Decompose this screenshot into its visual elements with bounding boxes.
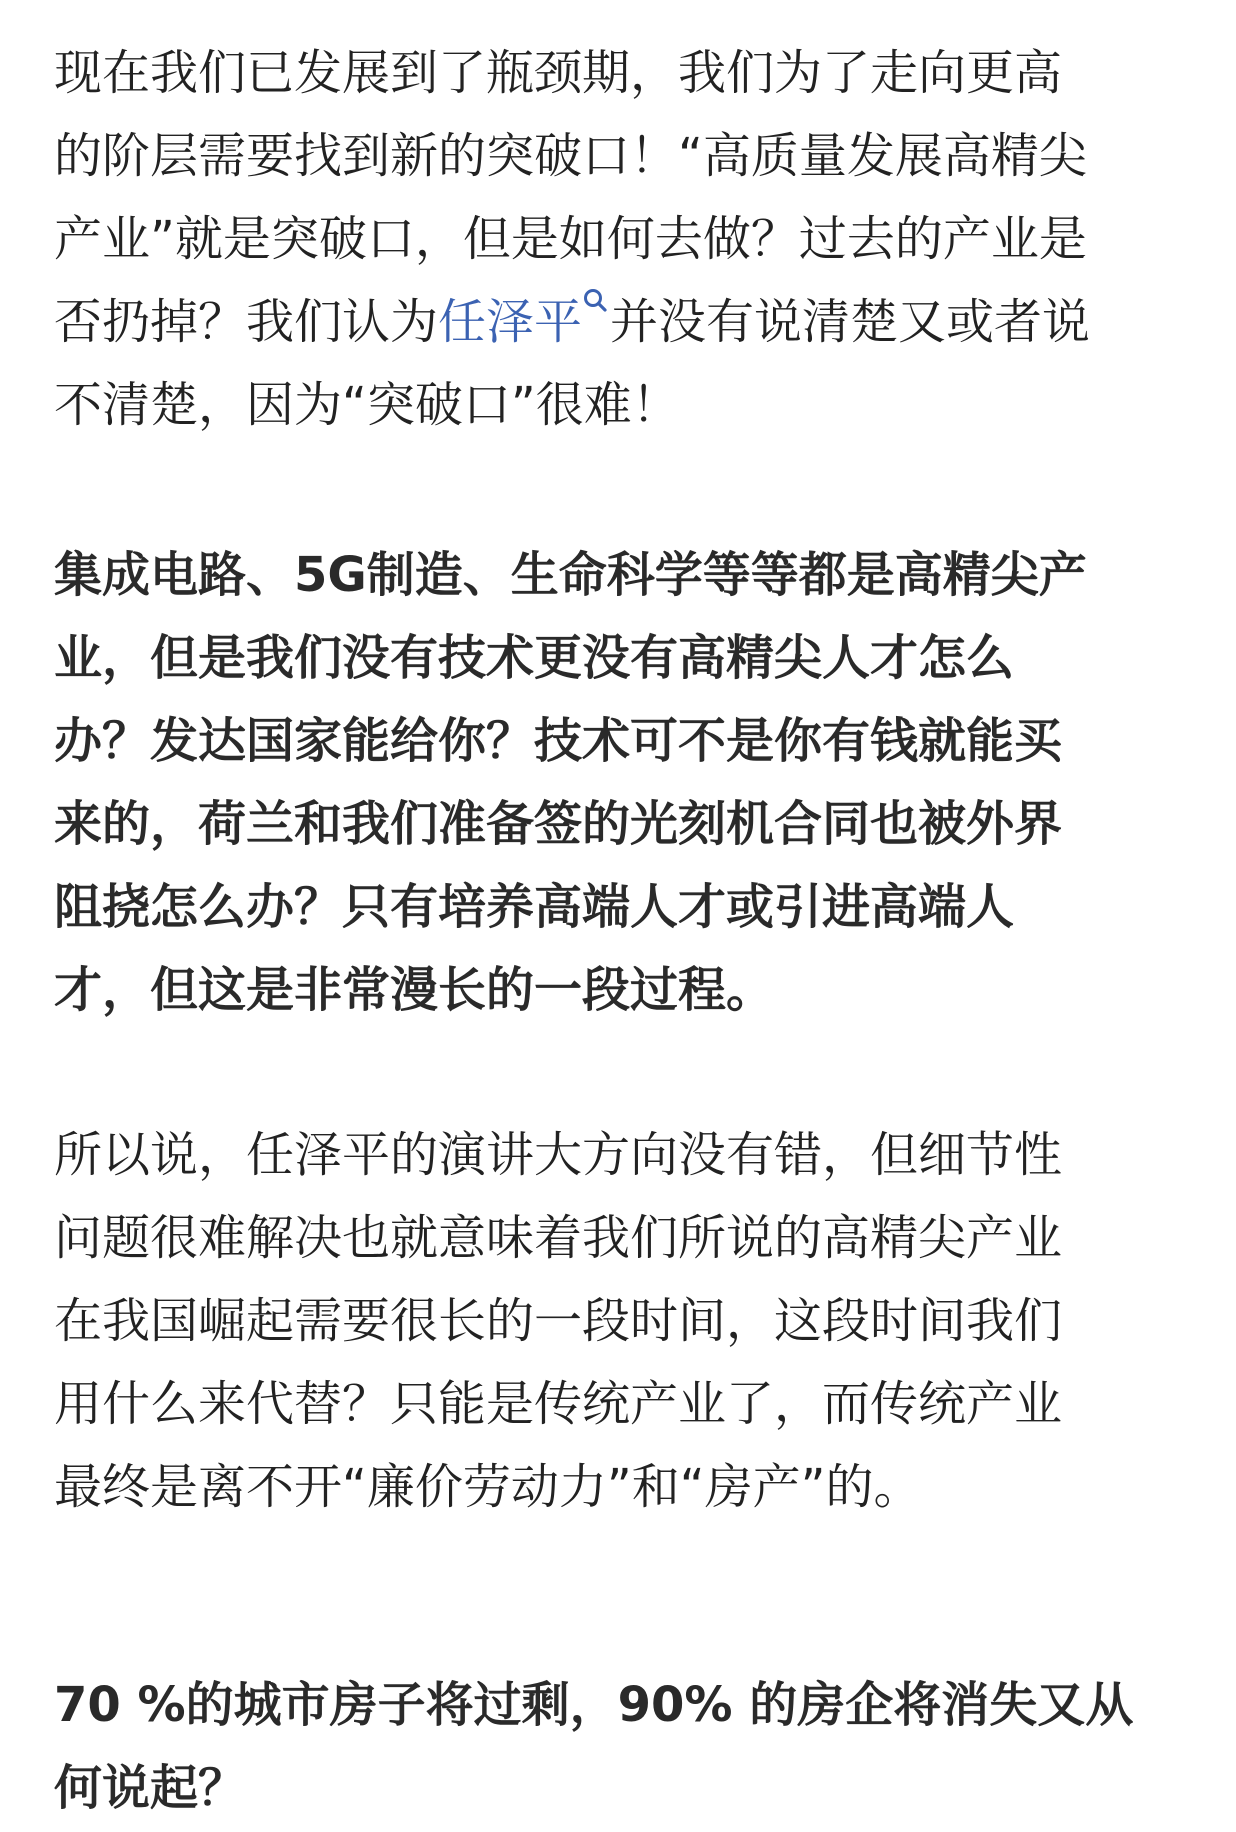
paragraph-line: 的阶层需要找到新的突破口！“高质量发展高精尖 <box>54 128 1087 184</box>
paragraph-line: 何说起？ <box>54 1760 247 1816</box>
paragraph-4-heading <box>54 1664 1204 1830</box>
paragraph-line: 不清楚，因为“突破口”很难！ <box>54 377 680 433</box>
search-icon <box>582 287 608 317</box>
paragraph-line: 最终是离不开“廉价劳动力”和“房产”的。 <box>54 1459 922 1515</box>
line-text: 并没有说清楚又或者说 <box>610 294 1091 350</box>
paragraph-3 <box>54 1114 1204 1529</box>
paragraph-line: 业，但是我们没有技术更没有高精尖人才怎么 <box>54 630 1015 686</box>
paragraph-2-bold <box>54 534 1204 1032</box>
paragraph-line: 用什么来代替？只能是传统产业了，而传统产业 <box>54 1376 1063 1432</box>
line-text: 否扔掉？我们认为 <box>54 294 439 350</box>
paragraph-line: 来的，荷兰和我们准备签的光刻机合同也被外界 <box>54 796 1063 852</box>
paragraph-1 <box>54 32 1204 447</box>
keyword-link-ren-zeping[interactable] <box>438 294 610 350</box>
paragraph-line: 才，但这是非常漫长的一段过程。 <box>54 962 775 1018</box>
paragraph-line-with-link <box>54 281 1204 364</box>
paragraph-line: 70 %的城市房子将过剩，90% 的房企将消失又从 <box>54 1677 1134 1733</box>
paragraph-line: 现在我们已发展到了瓶颈期，我们为了走向更高 <box>54 45 1063 101</box>
paragraph-line: 办？发达国家能给你？技术可不是你有钱就能买 <box>54 713 1063 769</box>
keyword-link-label: 任泽平 <box>438 294 583 350</box>
paragraph-line: 问题很难解决也就意味着我们所说的高精尖产业 <box>54 1210 1063 1266</box>
paragraph-line: 产业”就是突破口，但是如何去做？过去的产业是 <box>54 211 1087 267</box>
article-body <box>54 32 1204 1830</box>
paragraph-line: 集成电路、5G制造、生命科学等等都是高精尖产 <box>54 547 1087 603</box>
paragraph-line: 在我国崛起需要很长的一段时间，这段时间我们 <box>54 1293 1063 1349</box>
paragraph-line: 阻挠怎么办？只有培养高端人才或引进高端人 <box>54 879 1015 935</box>
paragraph-line: 所以说，任泽平的演讲大方向没有错，但细节性 <box>54 1127 1063 1183</box>
